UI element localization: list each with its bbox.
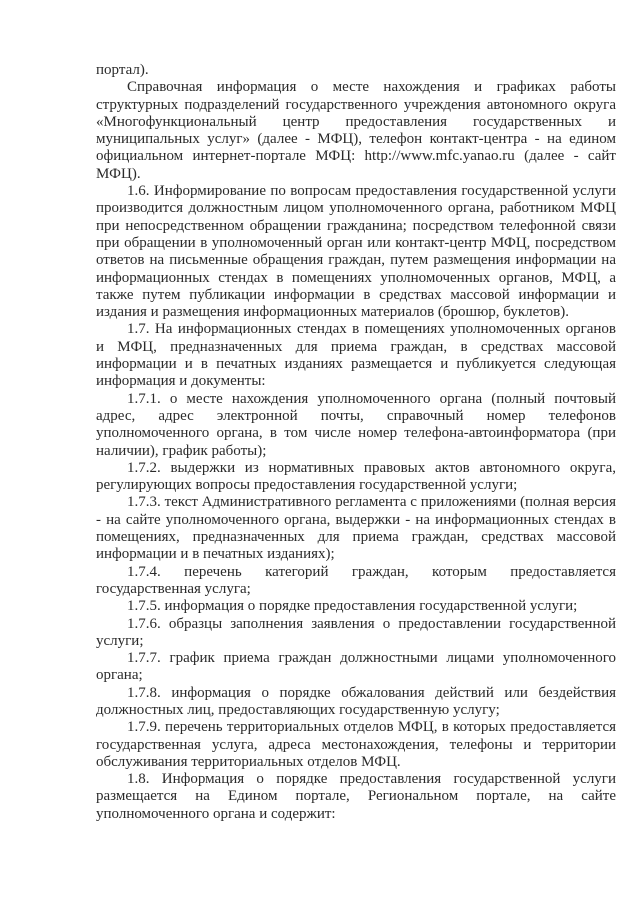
paragraph-1-8: 1.8. Информация о порядке предоставления государственной услуги размещается на Едином портале, Региональном портале, на сайте уполномоченного органа и содержит: xyxy=(96,771,616,822)
paragraph-1-7: 1.7. На информационных стендах в помещениях уполномоченных органов и МФЦ, предназначенных для приема граждан, в средствах массовой информации и в печатных изданиях размещается и публикуется следующая информация и документы: xyxy=(96,321,616,390)
paragraph-1-7-4: 1.7.4. перечень категорий граждан, которым предоставляется государственная услуга; xyxy=(96,563,616,597)
paragraph-mfc-reference: Справочная информация о месте нахождения и графиках работы структурных подразделений государственного учреждения автономного округа «Многофункциональный центр предоставления государственных и муниципальных услуг» (далее - МФЦ), телефон контакт-центра - на едином официальном интернет-портале МФЦ: http://www.mfc.yanao.ru (далее - сайт МФЦ). xyxy=(96,79,616,182)
paragraph-1-7-6: 1.7.6. образцы заполнения заявления о предоставлении государственной услуги; xyxy=(96,615,616,649)
paragraph-1-7-7: 1.7.7. график приема граждан должностными лицами уполномоченного органа; xyxy=(96,650,616,684)
paragraph-1-6: 1.6. Информирование по вопросам предоставления государственной услуги производится должностным лицом уполномоченного органа, работником МФЦ при непосредственном обращении гражданина; посредством телефонной связи при обращении в уполномоченный орган или контакт-центр МФЦ, посредством ответов на письменные обращения граждан, путем размещения информации на информационных стендах в помещениях уполномоченных органов, МФЦ, а также путем публикации информации в средствах массовой информации и издания и размещения информационных материалов (брошюр, буклетов). xyxy=(96,183,616,321)
paragraph-1-7-2: 1.7.2. выдержки из нормативных правовых актов автономного округа, регулирующих вопросы предоставления государственной услуги; xyxy=(96,459,616,494)
paragraph-1-7-3: 1.7.3. текст Административного регламента с приложениями (полная версия - на сайте уполномоченного органа, выдержки - на информационных стендах в помещениях, предназначенных для приема граждан, средствах массовой информации и в печатных изданиях); xyxy=(96,494,616,563)
document-body xyxy=(96,62,616,823)
paragraph-1-7-1: 1.7.1. о месте нахождения уполномоченного органа (полный почтовый адрес, адрес электронной почты, справочный номер телефонов уполномоченного органа, в том числе номер телефона-автоинформатора (при наличии), график работы); xyxy=(96,390,616,459)
paragraph-1-7-5: 1.7.5. информация о порядке предоставления государственной услуги; xyxy=(127,598,578,615)
paragraph-1-7-8: 1.7.8. информация о порядке обжалования действий или бездействия должностных лиц, предоставляющих государственную услугу; xyxy=(96,684,616,718)
paragraph-portal-continuation: портал). xyxy=(96,62,149,78)
paragraph-1-7-9: 1.7.9. перечень территориальных отделов МФЦ, в которых предоставляется государственная услуга, адреса местонахождения, телефоны и территории обслуживания территориальных отделов МФЦ. xyxy=(96,719,616,770)
